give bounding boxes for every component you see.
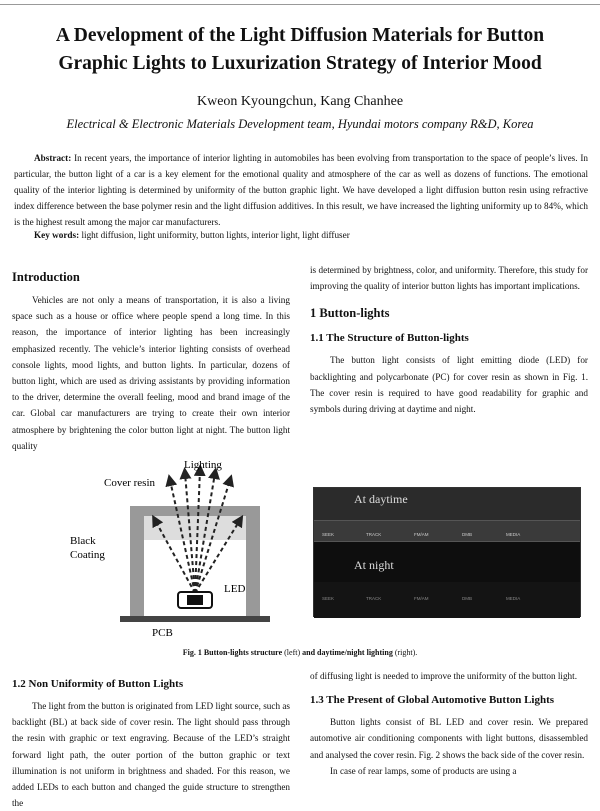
photo-btn-top-2: FM/AM [414, 532, 429, 537]
figure-caption [0, 648, 600, 657]
photo-btn-bottom-1: TRACK [366, 596, 382, 601]
section-1-2-heading: 1.2 Non Uniformity of Button Lights [12, 678, 184, 690]
section-1-1-heading: 1.1 The Structure of Button-lights [310, 332, 469, 345]
label-cover-resin: Cover resin [104, 477, 156, 489]
title-line-2: Graphic Lights to Luxurization Strategy of Interior Mood [58, 53, 542, 74]
abstract [14, 150, 588, 230]
label-coating: Coating [70, 549, 105, 561]
section-1-heading: 1 Button-lights [310, 306, 390, 321]
section-1-2-paragraph: The light from the button is originated from LED light source, such as backlight (BL) at back side of cover resin. The light should pass through the resin with graphic or text engraving. Because of the LED’s straight forward light path, the outer portion of the button graphic or text illumination is not uniform in brightness and shaded. For this reason, we added LEDs to each button and changed the guide structure to strengthen the [12, 701, 290, 809]
right-column-bottom [310, 668, 588, 779]
left-wall [130, 506, 144, 616]
top-rule [0, 4, 600, 5]
led-chip [187, 595, 203, 605]
label-black: Black [70, 535, 96, 547]
photo-btn-bottom-2: FM/AM [414, 596, 429, 601]
intro-heading: Introduction [12, 270, 80, 284]
section-1-1-paragraph: The button light consists of light emitting diode (LED) for backlighting and polycarbonate (PC) for cover resin as shown in Fig. 1. The cover resin is required to have good readability for graphic and symbols during driving at daytime and night. [310, 355, 588, 415]
caption-mid: and daytime/night lighting [302, 648, 393, 657]
left-column-bottom [12, 676, 290, 811]
intro-paragraph: Vehicles are not only a means of transportation, it is also a living space such as a house or office where people spend a long time. In this reason, the importance of interior lighting has been increasingly emphasized recently. The vehicle’s interior lighting consists of overhead console lights, mood lights, and button lights. In particular, dozens of button light, which are used as driving assistants by providing information to the driver, determine the overall feeling, mood and brand image of the car. Global car manufacturers are trying to create their own interior atmosphere by brightening the color button light at night. The button light quality [12, 295, 290, 451]
left-column-top [12, 268, 290, 454]
abstract-text: In recent years, the importance of interior lighting in automobiles has been evolving from transportation to the space of people’s lives. In particular, the button light of a car is a key element for the emotional quality and atmosphere of the car as well as dozens of functions. The emotional quality of the interior lighting is determined by uniformity of the button graphic light. We have developed a light diffusion button resin using refractive index difference between the base polymer resin and the light diffusion additives. In this result, we have increased the lighting uniformity up to 84%, which is the highest result among the major car manufacturers. [14, 153, 588, 227]
button-structure-diagram [60, 458, 310, 638]
label-lighting: Lighting [184, 459, 222, 471]
photo-btn-bottom-4: MEDIA [506, 596, 521, 601]
section-1-3-heading: 1.3 The Present of Global Automotive Button Lights [310, 694, 555, 707]
photo-night-buttons [314, 582, 580, 618]
label-led: LED [224, 583, 246, 595]
abstract-label: Abstract: [34, 153, 72, 163]
photo-label-day: At daytime [354, 492, 408, 506]
right-bottom-paragraph: of diffusing light is needed to improve the uniformity of the button light. [310, 671, 577, 681]
authors: Kweon Kyoungchun, Kang Chanhee [196, 94, 404, 109]
keywords-text: light diffusion, light uniformity, button lights, interior light, light diffuser [79, 230, 350, 240]
top-bar [130, 506, 260, 516]
right-top-paragraph: is determined by brightness, color, and uniformity. Therefore, this study for improving the quality of interior button lights has important implications. [310, 265, 588, 292]
label-pcb: PCB [152, 627, 173, 639]
photo-btn-top-1: TRACK [366, 532, 382, 537]
caption-left: (left) [282, 648, 303, 657]
photo-btn-bottom-0: SEEK [322, 596, 335, 601]
section-1-3-paragraph-2: In case of rear lamps, some of products are using a [330, 765, 517, 776]
daytime-night-photo [313, 487, 581, 617]
keywords [34, 230, 350, 240]
photo-day-buttons [314, 520, 580, 542]
photo-label-night: At night [354, 558, 394, 572]
photo-btn-top-3: DMB [462, 532, 472, 537]
photo-btn-top-4: MEDIA [506, 532, 521, 537]
right-column-top [310, 262, 588, 417]
keywords-label: Key words: [34, 230, 80, 240]
photo-btn-top-0: SEEK [322, 532, 335, 537]
photo-btn-bottom-3: DMB [462, 596, 472, 601]
affiliation: Electrical & Electronic Materials Development team, Hyundai motors company R&D, Korea [66, 117, 534, 131]
section-1-3-paragraph: Button lights consist of BL LED and cover resin. We prepared automotive air conditioning components with light buttons, disassembled and analysed the cover resin. Fig. 2 shows the back side of the cover resin. [310, 717, 588, 760]
caption-right: (right). [392, 648, 418, 657]
paper-title [10, 22, 590, 78]
title-line-1: A Development of the Light Diffusion Materials for Button [55, 25, 545, 46]
pcb-board [120, 616, 270, 622]
caption-label: Fig. 1 Button-lights structure [182, 648, 283, 657]
right-wall [246, 506, 260, 616]
